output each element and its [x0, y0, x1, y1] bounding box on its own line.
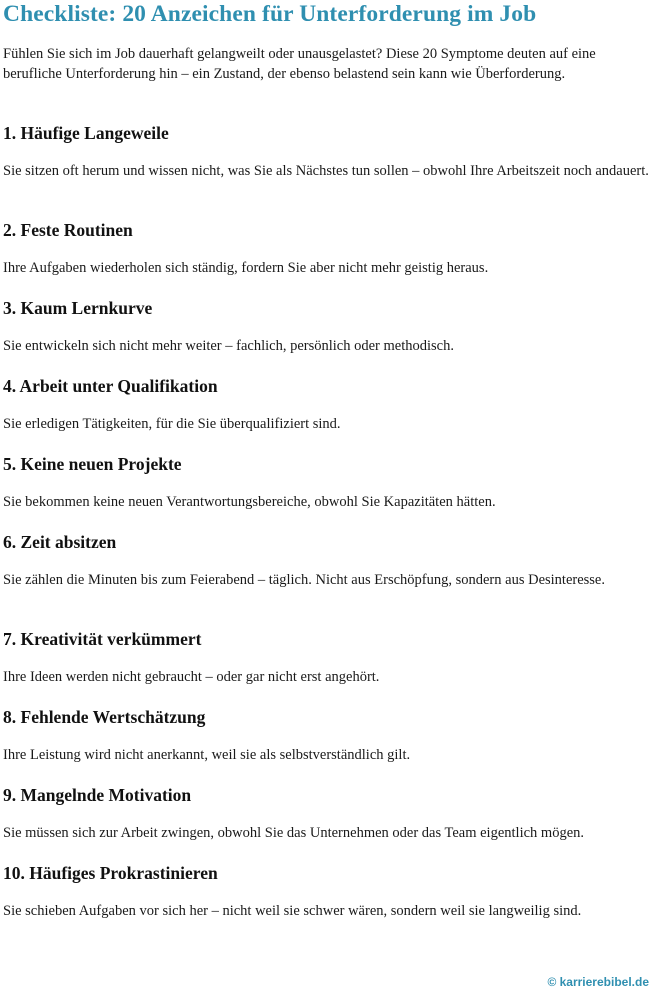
item-10-text: Sie schieben Aufgaben vor sich her – nicht weil sie schwer wären, sondern weil sie langweilig sind. — [3, 903, 582, 919]
item-9-heading: 9. Mangelnde Motivation — [3, 785, 192, 805]
item-1-heading: 1. Häufige Langeweile — [3, 123, 169, 143]
item-1-text: Sie sitzen oft herum und wissen nicht, was Sie als Nächstes tun sollen – obwohl Ihre Arbeitszeit noch andauert. — [3, 163, 649, 179]
item-3-text: Sie entwickeln sich nicht mehr weiter – fachlich, persönlich oder methodisch. — [3, 338, 454, 354]
item-10-heading: 10. Häufiges Prokrastinieren — [3, 863, 218, 883]
intro-paragraph: Fühlen Sie sich im Job dauerhaft gelangweilt oder unausgelastet? Diese 20 Symptome deuten auf eine berufliche Unterforderung hin – ein Zustand, der ebenso belastend sein kann wie Überforderung. — [3, 46, 596, 82]
item-9-text: Sie müssen sich zur Arbeit zwingen, obwohl Sie das Unternehmen oder das Team eigentlich mögen. — [3, 825, 584, 841]
item-4-text: Sie erledigen Tätigkeiten, für die Sie überqualifiziert sind. — [3, 416, 341, 432]
page-title: Checkliste: 20 Anzeichen für Unterforderung im Job — [3, 1, 537, 27]
item-8-text: Ihre Leistung wird nicht anerkannt, weil sie als selbstverständlich gilt. — [3, 747, 411, 763]
copyright-link[interactable]: © karrierebibel.de — [547, 975, 649, 989]
item-3-heading: 3. Kaum Lernkurve — [3, 298, 153, 318]
item-5-heading: 5. Keine neuen Projekte — [3, 454, 182, 474]
item-5-text: Sie bekommen keine neuen Verantwortungsbereiche, obwohl Sie Kapazitäten hätten. — [3, 494, 496, 510]
item-7-heading: 7. Kreativität verkümmert — [3, 629, 202, 649]
item-6-text: Sie zählen die Minuten bis zum Feierabend – täglich. Nicht aus Erschöpfung, sondern aus Desinteresse. — [3, 572, 605, 588]
item-2-heading: 2. Feste Routinen — [3, 220, 133, 240]
item-7-text: Ihre Ideen werden nicht gebraucht – oder gar nicht erst angehört. — [3, 669, 380, 685]
item-4-heading: 4. Arbeit unter Qualifikation — [3, 376, 218, 396]
item-8-heading: 8. Fehlende Wertschätzung — [3, 707, 206, 727]
item-2-text: Ihre Aufgaben wiederholen sich ständig, fordern Sie aber nicht mehr geistig heraus. — [3, 260, 489, 276]
item-6-heading: 6. Zeit absitzen — [3, 532, 117, 552]
